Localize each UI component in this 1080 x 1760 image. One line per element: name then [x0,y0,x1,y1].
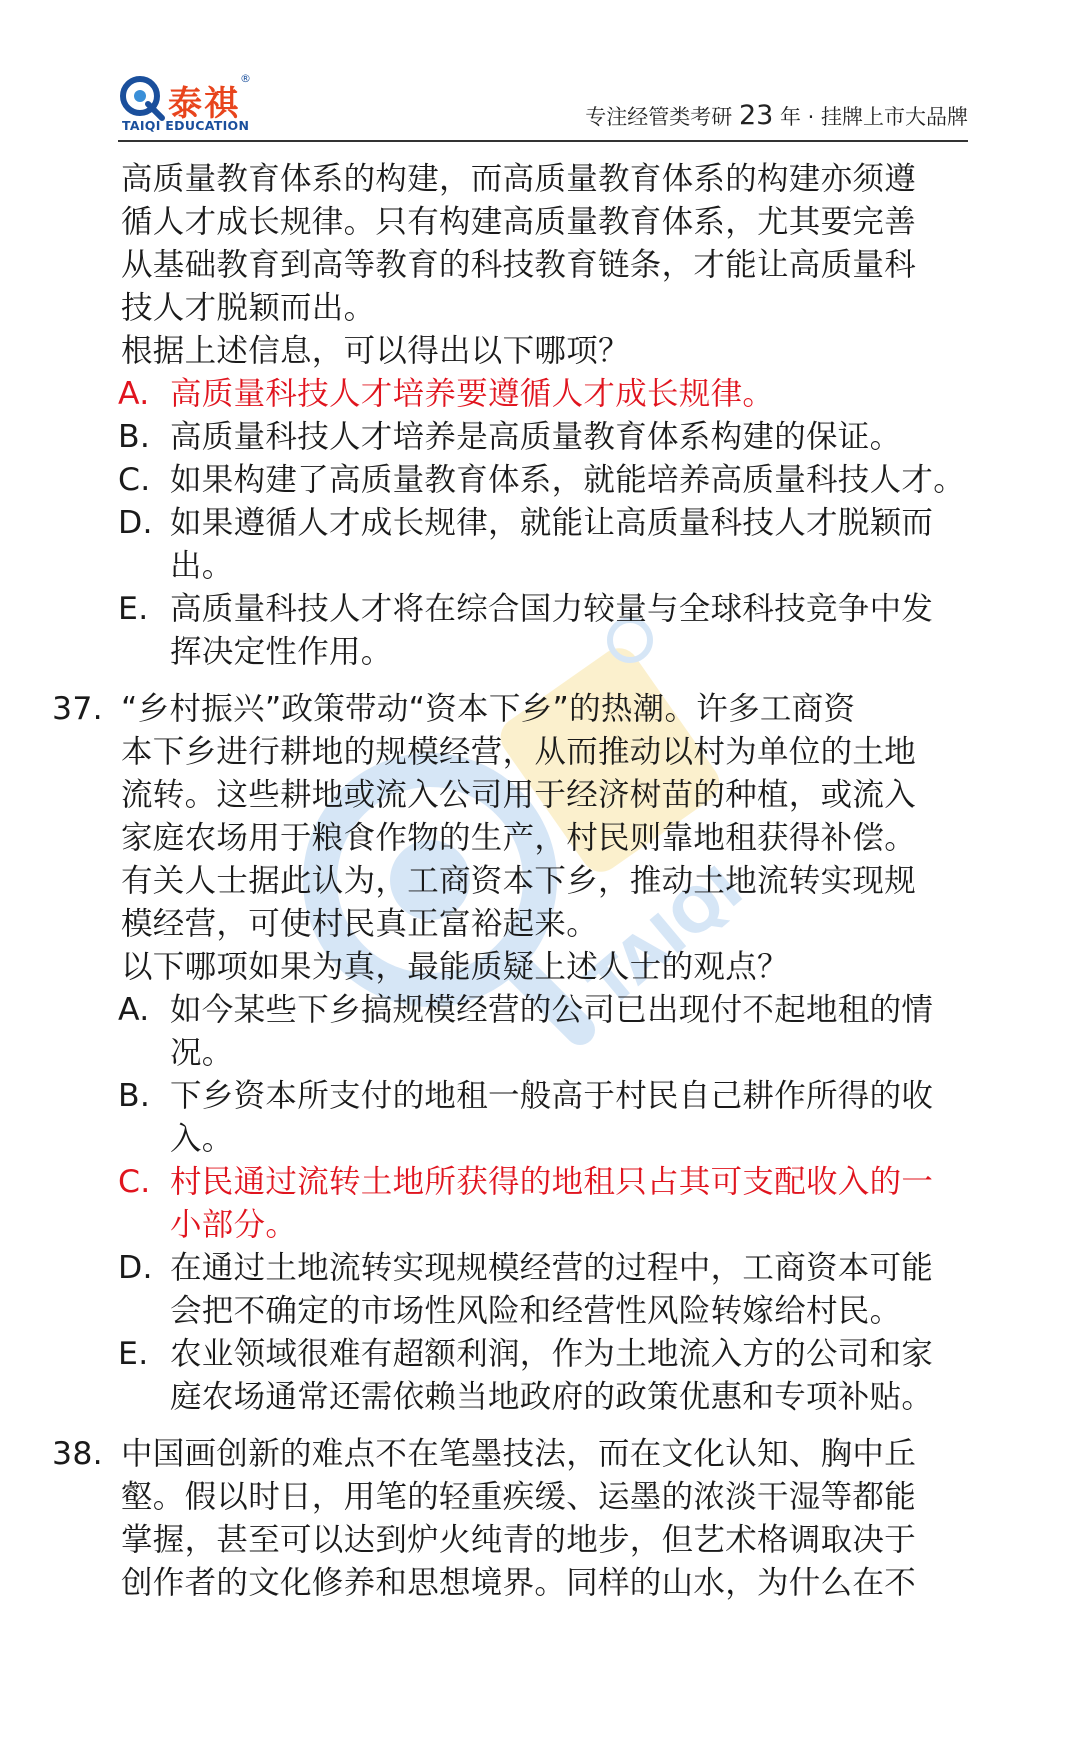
option-text: 下乡资本所支付的地租一般高于村民自己耕作所得的收 [170,1078,934,1114]
option-b-continued [0,1118,1080,1161]
option-text: 出。 [170,548,234,584]
option-text: 会把不确定的市场性风险和经营性风险转嫁给村民。 [170,1293,902,1329]
option-label: A. [118,376,150,412]
stem-text: 中国画创新的难点不在笔墨技法，而在文化认知、胸中丘 [121,1436,917,1472]
option-text: 在通过土地流转实现规模经营的过程中，工商资本可能 [170,1250,934,1286]
stem-line: 模经营，可使村民真正富裕起来。 [121,906,599,942]
option-text: 如今某些下乡搞规模经营的公司已出现付不起地租的情 [170,992,934,1028]
option-text: 高质量科技人才将在综合国力较量与全球科技竞争中发 [170,591,934,627]
logo-mark-icon [118,74,168,122]
question-number: 37. [52,691,103,727]
stem-line [0,1433,1080,1476]
option-text: 况。 [170,1035,234,1071]
stem-line: 创作者的文化修养和思想境界。同样的山水，为什么在不 [121,1565,917,1601]
option-text: 如果遵循人才成长规律，就能让高质量科技人才脱颖而 [170,505,934,541]
option-text: 高质量科技人才培养是高质量教育体系构建的保证。 [170,419,902,455]
stem-line: 有关人士据此认为，工商资本下乡，推动土地流转实现规 [121,863,917,899]
option-e-continued [0,1376,1080,1419]
option-d [0,502,1080,545]
stem-line: 技人才脱颖而出。 [121,290,376,326]
option-text: 挥决定性作用。 [170,634,393,670]
stem-line: 壑。假以时日，用笔的轻重疾缓、运墨的浓淡干湿等都能 [121,1479,917,1515]
option-a-continued [0,1032,1080,1075]
option-e [0,588,1080,631]
option-text: 庭农场通常还需依赖当地政府的政策优惠和专项补贴。 [170,1379,934,1415]
option-text: 农业领域很难有超额利润，作为土地流入方的公司和家 [170,1336,934,1372]
header-rule [118,140,968,142]
option-label: B. [118,1078,151,1114]
option-label: C. [118,462,151,498]
exam-content [0,158,1080,1605]
option-label: D. [118,505,153,541]
option-d [0,1247,1080,1290]
option-text: 入。 [170,1121,234,1157]
question-37 [0,688,1080,1419]
option-a [0,989,1080,1032]
option-d-continued [0,1290,1080,1333]
option-b [0,416,1080,459]
option-label: D. [118,1250,153,1286]
page-header [118,70,968,142]
stem-line: 从基础教育到高等教育的科技教育链条，才能让高质量科 [121,247,917,283]
option-text: 高质量科技人才培养要遵循人才成长规律。 [170,376,775,412]
option-text: 如果构建了高质量教育体系，就能培养高质量科技人才。 [170,462,966,498]
stem-line: 高质量教育体系的构建，而高质量教育体系的构建亦须遵 [121,161,917,197]
question-prompt: 根据上述信息，可以得出以下哪项？ [121,333,630,369]
stem-line [0,688,1080,731]
option-b [0,1075,1080,1118]
option-label: E. [118,1336,149,1372]
logo-english: TAIQI EDUCATION [122,118,250,133]
stem-text: “乡村振兴”政策带动“资本下乡”的热潮。许多工商资 [121,691,856,727]
logo-name: 泰祺 [168,84,240,124]
tagline-years: 23 [738,100,774,131]
question-38 [0,1433,1080,1605]
question-36-continuation [0,158,1080,674]
option-e-continued [0,631,1080,674]
stem-line: 掌握，甚至可以达到炉火纯青的地步，但艺术格调取决于 [121,1522,917,1558]
option-label: B. [118,419,151,455]
tagline-suffix: 年 · 挂牌上市大品牌 [773,105,968,129]
stem-line: 本下乡进行耕地的规模经营，从而推动以村为单位的土地 [121,734,917,770]
header-tagline [585,100,968,131]
option-a [0,373,1080,416]
option-label: C. [118,1164,151,1200]
tagline-prefix: 专注经管类考研 [585,105,739,129]
option-c [0,1161,1080,1204]
question-number: 38. [52,1436,103,1472]
svg-text:TAIQI: TAIQI [574,853,757,1022]
option-text: 小部分。 [170,1207,298,1243]
brand-logo [118,70,268,140]
option-e [0,1333,1080,1376]
stem-line: 家庭农场用于粮食作物的生产，村民则靠地租获得补偿。 [121,820,917,856]
option-label: E. [118,591,149,627]
stem-line: 循人才成长规律。只有构建高质量教育体系，尤其要完善 [121,204,917,240]
option-label: A. [118,992,150,1028]
option-d-continued [0,545,1080,588]
registered-mark: ® [240,72,251,85]
option-text: 村民通过流转土地所获得的地租只占其可支配收入的一 [170,1164,934,1200]
question-prompt: 以下哪项如果为真，最能质疑上述人士的观点？ [121,949,789,985]
option-c [0,459,1080,502]
stem-line: 流转。这些耕地或流入公司用于经济树苗的种植，或流入 [121,777,917,813]
option-c-continued [0,1204,1080,1247]
